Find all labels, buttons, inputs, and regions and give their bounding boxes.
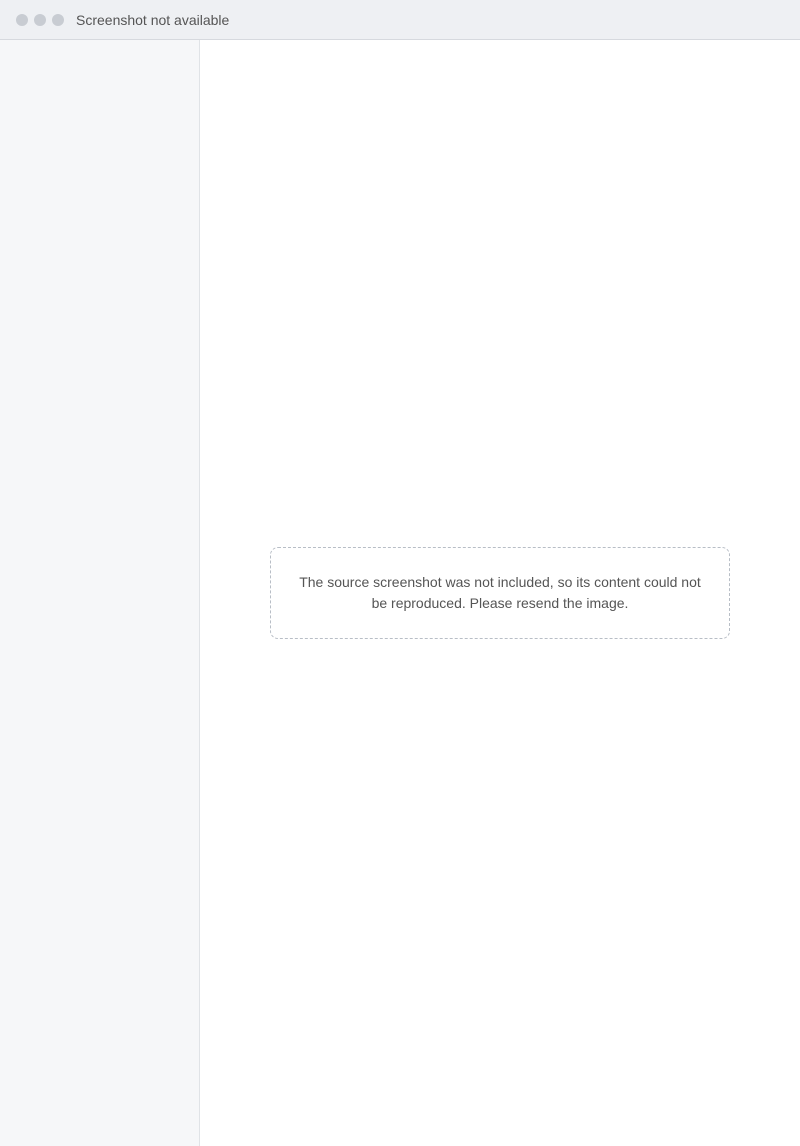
main-content	[200, 40, 800, 1146]
title-bar	[0, 0, 800, 40]
window-title: Screenshot not available	[76, 11, 230, 28]
window-controls	[16, 14, 64, 26]
missing-image-notice: The source screenshot was not included, so its content could not be reproduced. Please resend the image.	[270, 547, 730, 639]
sidebar	[0, 40, 200, 1146]
minimize-icon[interactable]	[34, 14, 46, 26]
maximize-icon[interactable]	[52, 14, 64, 26]
close-icon[interactable]	[16, 14, 28, 26]
window-body	[0, 40, 800, 1146]
